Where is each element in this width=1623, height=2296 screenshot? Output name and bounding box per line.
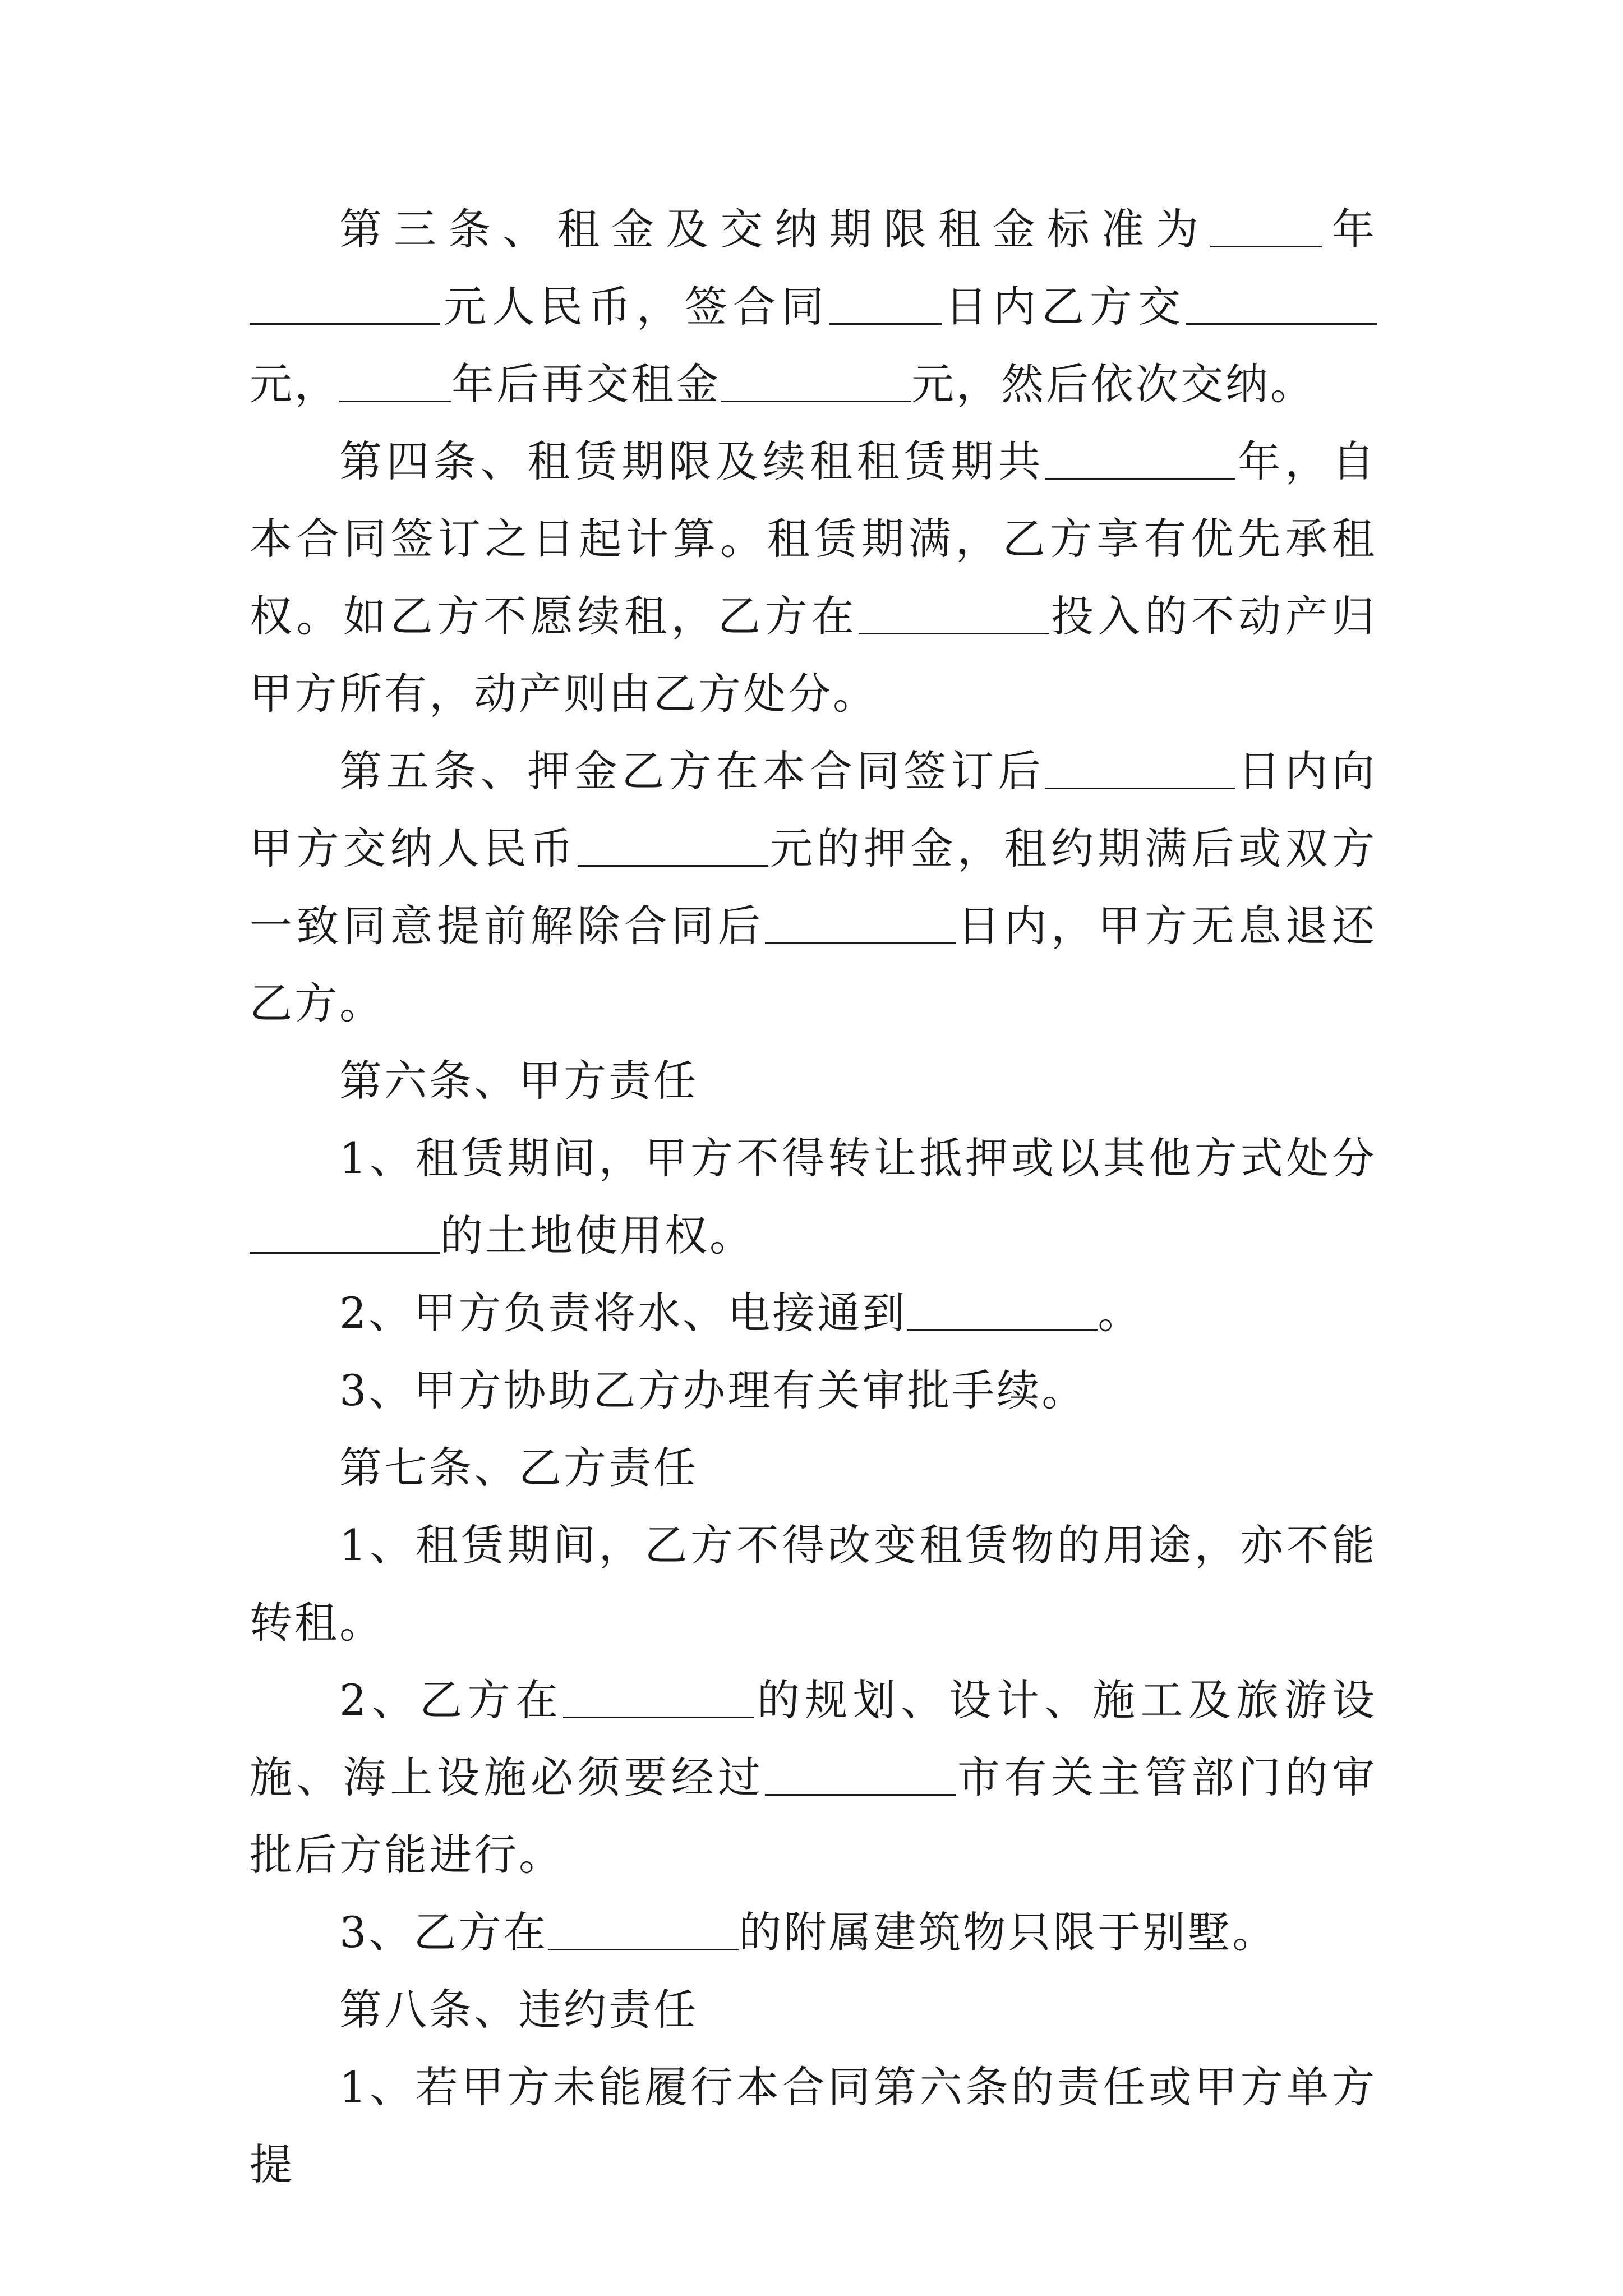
fill-in-blank (1210, 203, 1322, 247)
contract-paragraph (250, 2049, 1377, 2203)
contract-paragraph (250, 1042, 1377, 1120)
paragraph-text: 1、若甲方未能履行本合同第六条的责任或甲方单方提 (250, 2062, 1377, 2189)
contract-paragraph (250, 1971, 1377, 2049)
paragraph-text: 3、甲方协助乙方办理有关审批手续。 (339, 1365, 1087, 1415)
paragraph-text: 第三条、租金及交纳期限租金标准为 (339, 204, 1210, 254)
paragraph-text: 3、乙方在 (339, 1907, 548, 1957)
contract-paragraph (250, 191, 1377, 423)
paragraph-text: 市有关主管部门的审批后方能进行。 (250, 1752, 1377, 1880)
fill-in-blank (829, 280, 942, 325)
paragraph-text: 的附属建筑物只限于别墅。 (739, 1907, 1278, 1957)
fill-in-blank (859, 590, 1049, 634)
fill-in-blank (907, 1287, 1098, 1331)
fill-in-blank (578, 822, 768, 867)
paragraph-text: 2、乙方在 (339, 1675, 564, 1725)
fill-in-blank (721, 358, 911, 402)
contract-paragraph (250, 1662, 1377, 1894)
paragraph-text: 元，然后依次交纳。 (911, 359, 1315, 409)
paragraph-text: 1、租赁期间，乙方不得改变租赁物的用途，亦不能转租。 (250, 1520, 1377, 1648)
contract-paragraph (250, 1120, 1377, 1274)
contract-paragraph (250, 1507, 1377, 1662)
contract-paragraph (250, 1894, 1377, 1971)
fill-in-blank (563, 1674, 754, 1718)
paragraph-text: 日内，甲方无息退还乙方。 (250, 901, 1377, 1028)
fill-in-blank (250, 280, 440, 325)
contract-paragraph (250, 1429, 1377, 1507)
paragraph-text: 2、甲方负责将水、电接通到 (339, 1288, 907, 1338)
contract-paragraph (250, 1352, 1377, 1429)
paragraph-text: 1、租赁期间，甲方不得转让抵押或以其他方式处分 (339, 1133, 1377, 1183)
paragraph-text: 第六条、甲方责任 (339, 1056, 698, 1106)
paragraph-text: 元人民币，签合同 (440, 282, 829, 332)
paragraph-text: 年 (1322, 204, 1377, 254)
fill-in-blank (548, 1906, 739, 1950)
paragraph-text: 第五条、押金乙方在本合同签订后 (339, 746, 1045, 796)
paragraph-text: 元的押金，租约期满后或双方一致同意提前解除合同后 (250, 823, 1377, 951)
paragraph-text: 。 (1098, 1288, 1143, 1338)
paragraph-text: 年后再交租金 (451, 359, 721, 409)
paragraph-text: 元， (250, 359, 339, 409)
fill-in-blank (1045, 435, 1235, 480)
paragraph-text: 第八条、违约责任 (339, 1985, 698, 2035)
fill-in-blank (1186, 280, 1377, 325)
fill-in-blank (1045, 745, 1235, 789)
paragraph-text: 日内乙方交 (942, 282, 1186, 332)
fill-in-blank (765, 1751, 956, 1796)
contract-body (250, 191, 1377, 2203)
paragraph-text: 投入的不动产归甲方所有，动产则由乙方处分。 (250, 591, 1377, 719)
fill-in-blank (765, 900, 956, 944)
paragraph-text: 年，自本合同签订之日起计算。租赁期满，乙方享有优先承租权。如乙方不愿续租，乙方在 (250, 436, 1377, 641)
paragraph-text: 的规划、设计、施工及旅游设施、海上设施必须要经过 (250, 1675, 1377, 1802)
contract-paragraph (250, 423, 1377, 733)
paragraph-text: 第四条、租赁期限及续租租赁期共 (339, 436, 1045, 486)
paragraph-text: 第七条、乙方责任 (339, 1443, 698, 1493)
paragraph-text: 日内向甲方交纳人民币 (250, 746, 1377, 873)
contract-paragraph (250, 1274, 1377, 1352)
fill-in-blank (250, 1209, 440, 1254)
paragraph-text: 的土地使用权。 (440, 1211, 754, 1260)
fill-in-blank (339, 358, 451, 402)
contract-paragraph (250, 733, 1377, 1042)
